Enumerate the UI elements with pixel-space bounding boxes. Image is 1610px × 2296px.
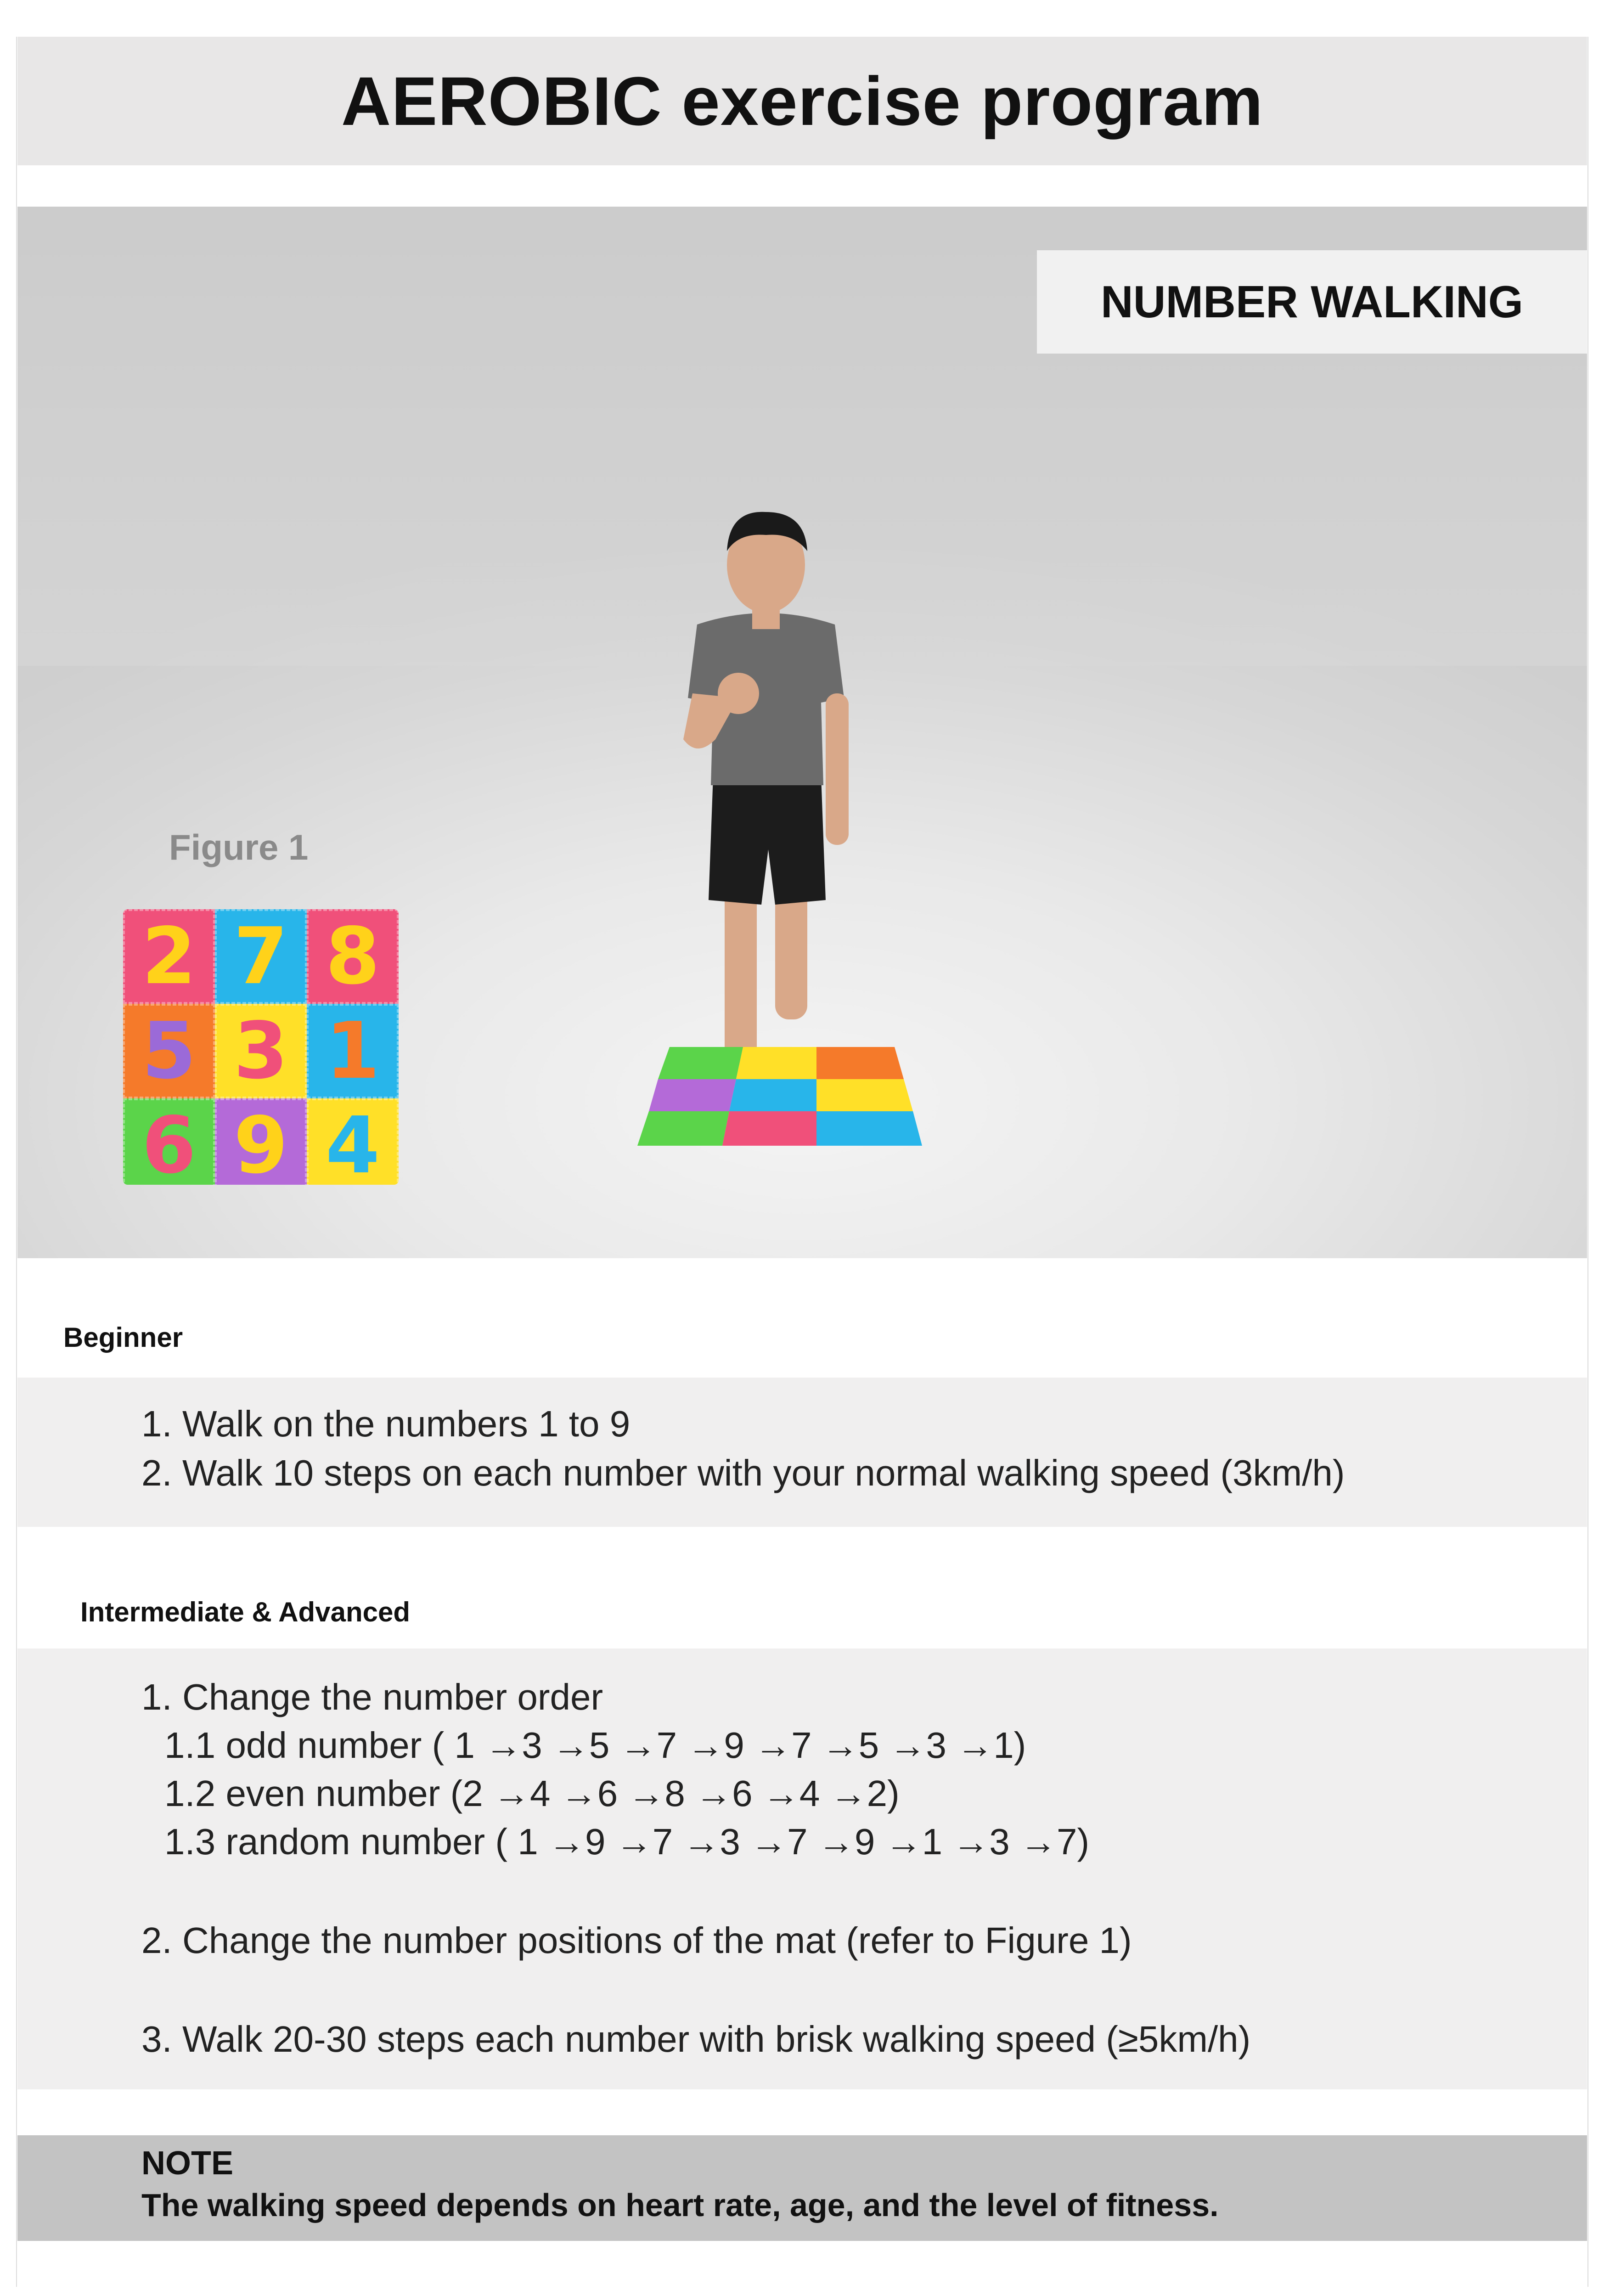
figure-mat-tile: 8 <box>307 909 399 1004</box>
title-bar <box>17 37 1587 165</box>
intermediate-step-1-2: 1.2 even number (2 →4 →6 →8 →6 →4 →2) <box>164 1773 900 1814</box>
floor-number-mat <box>637 1042 959 1148</box>
figure-mat-tile: 3 <box>215 1004 307 1098</box>
figure-mat-tile: 1 <box>307 1004 399 1098</box>
figure-mat-tile: 2 <box>123 909 215 1004</box>
figure-mat-tile: 4 <box>307 1098 399 1185</box>
exercise-name-box <box>1037 250 1587 354</box>
note-heading: NOTE <box>141 2145 234 2182</box>
exercise-name: NUMBER WALKING <box>1100 276 1524 327</box>
intermediate-step-1-3: 1.3 random number ( 1 →9 →7 →3 →7 →9 →1 →3 →7) <box>164 1821 1090 1862</box>
beginner-step-1: 1. Walk on the numbers 1 to 9 <box>141 1403 630 1444</box>
intermediate-step-2: 2. Change the number positions of the mat (refer to Figure 1) <box>141 1920 1132 1961</box>
figure-mat-tile: 9 <box>215 1098 307 1185</box>
intermediate-step-1-1: 1.1 odd number ( 1 →3 →5 →7 →9 →7 →5 →3 →1) <box>164 1725 1026 1766</box>
figure-mat-tile: 5 <box>123 1004 215 1098</box>
figure-label: Figure 1 <box>169 827 309 867</box>
beginner-label: Beginner <box>63 1322 183 1353</box>
figure-1-number-mat <box>123 909 399 1185</box>
person-walking-illustration <box>670 501 862 1116</box>
intermediate-label: Intermediate & Advanced <box>80 1597 410 1627</box>
intermediate-panel <box>17 1649 1587 2089</box>
beginner-panel <box>17 1378 1587 1527</box>
hero-photo <box>17 207 1587 1258</box>
figure-mat-tile: 7 <box>215 909 307 1004</box>
note-bar <box>17 2135 1587 2241</box>
figure-mat-tile: 6 <box>123 1098 215 1185</box>
intermediate-step-1: 1. Change the number order <box>141 1677 603 1717</box>
intermediate-step-3: 3. Walk 20-30 steps each number with brisk walking speed (≥5km/h) <box>141 2019 1251 2060</box>
note-text: The walking speed depends on heart rate, age, and the level of fitness. <box>141 2187 1219 2223</box>
beginner-step-2: 2. Walk 10 steps on each number with your normal walking speed (3km/h) <box>141 1452 1345 1493</box>
page-title: AEROBIC exercise program <box>341 62 1264 140</box>
